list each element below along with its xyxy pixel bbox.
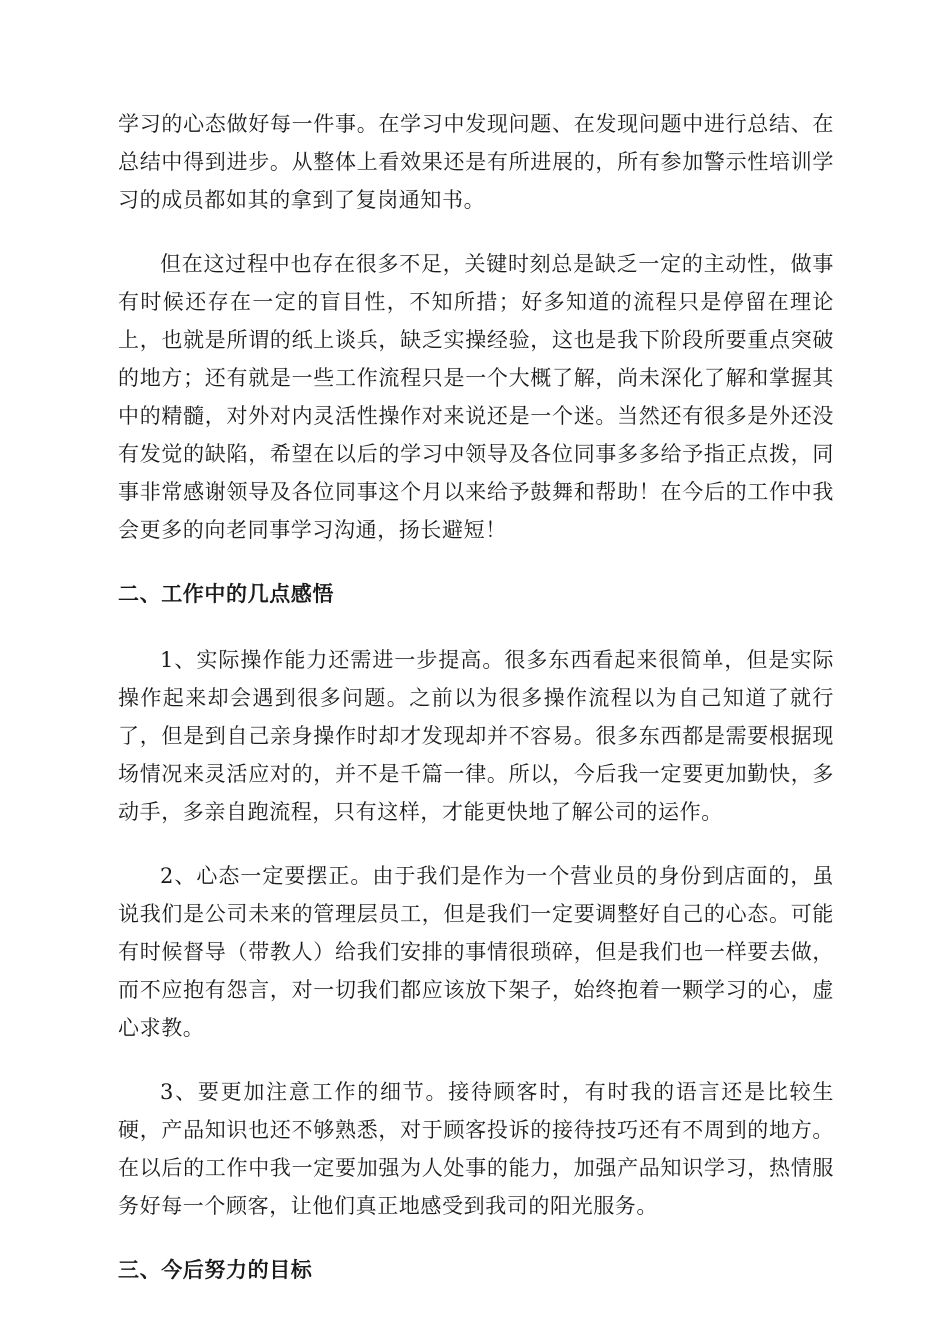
insight-paragraph-3: 3、要更加注意工作的细节。接待顾客时，有时我的语言还是比较生硬，产品知识也还不够熟悉，对于顾客投诉的接待技巧还有不周到的地方。在以后的工作中我一定要加强为人处事的能力，加强产品知识学习，热情服务好每一个顾客，让他们真正地感受到我司的阳光服务。 (118, 1080, 834, 1218)
paragraph-continued-learning: 学习的心态做好每一件事。在学习中发现问题、在发现问题中进行总结、在总结中得到进步。从整体上看效果还是有所进展的，所有参加警示性培训学习的成员都如其的拿到了复岗通知书。 (118, 112, 834, 212)
insight-paragraph-2: 2、心态一定要摆正。由于我们是作为一个营业员的身份到店面的，虽说我们是公司未来的管理层员工，但是我们一定要调整好自己的心态。可能有时候督导（带教人）给我们安排的事情很琐碎，但是我们也一样要去做，而不应抱有怨言，对一切我们都应该放下架子，始终抱着一颗学习的心，虚心求教。 (118, 864, 834, 1040)
section-heading-goals: 三、今后努力的目标 (118, 1258, 313, 1282)
insight-paragraph-1: 1、实际操作能力还需进一步提高。很多东西看起来很简单，但是实际操作起来却会遇到很多问题。之前以为很多操作流程以为自己知道了就行了，但是到自己亲身操作时却才发现却并不容易。很多东西都是需要根据现场情况来灵活应对的，并不是千篇一律。所以，今后我一定要更加勤快，多动手，多亲自跑流程，只有这样，才能更快地了解公司的运作。 (118, 648, 834, 824)
paragraph-shortcomings: 但在这过程中也存在很多不足，关键时刻总是缺乏一定的主动性，做事有时候还存在一定的盲目性，不知所措；好多知道的流程只是停留在理论上，也就是所谓的纸上谈兵，缺乏实操经验，这也是我下阶段所要重点突破的地方；还有就是一些工作流程只是一个大概了解，尚未深化了解和掌握其中的精髓，对外对内灵活性操作对来说还是一个迷。当然还有很多是外还没有发觉的缺陷，希望在以后的学习中领导及各位同事多多给予指正点拨，同事非常感谢领导及各位同事这个月以来给予鼓舞和帮助！在今后的工作中我会更多的向老同事学习沟通，扬长避短！ (118, 252, 834, 542)
document-body (118, 105, 834, 1317)
section-heading-insights: 二、工作中的几点感悟 (118, 582, 334, 606)
